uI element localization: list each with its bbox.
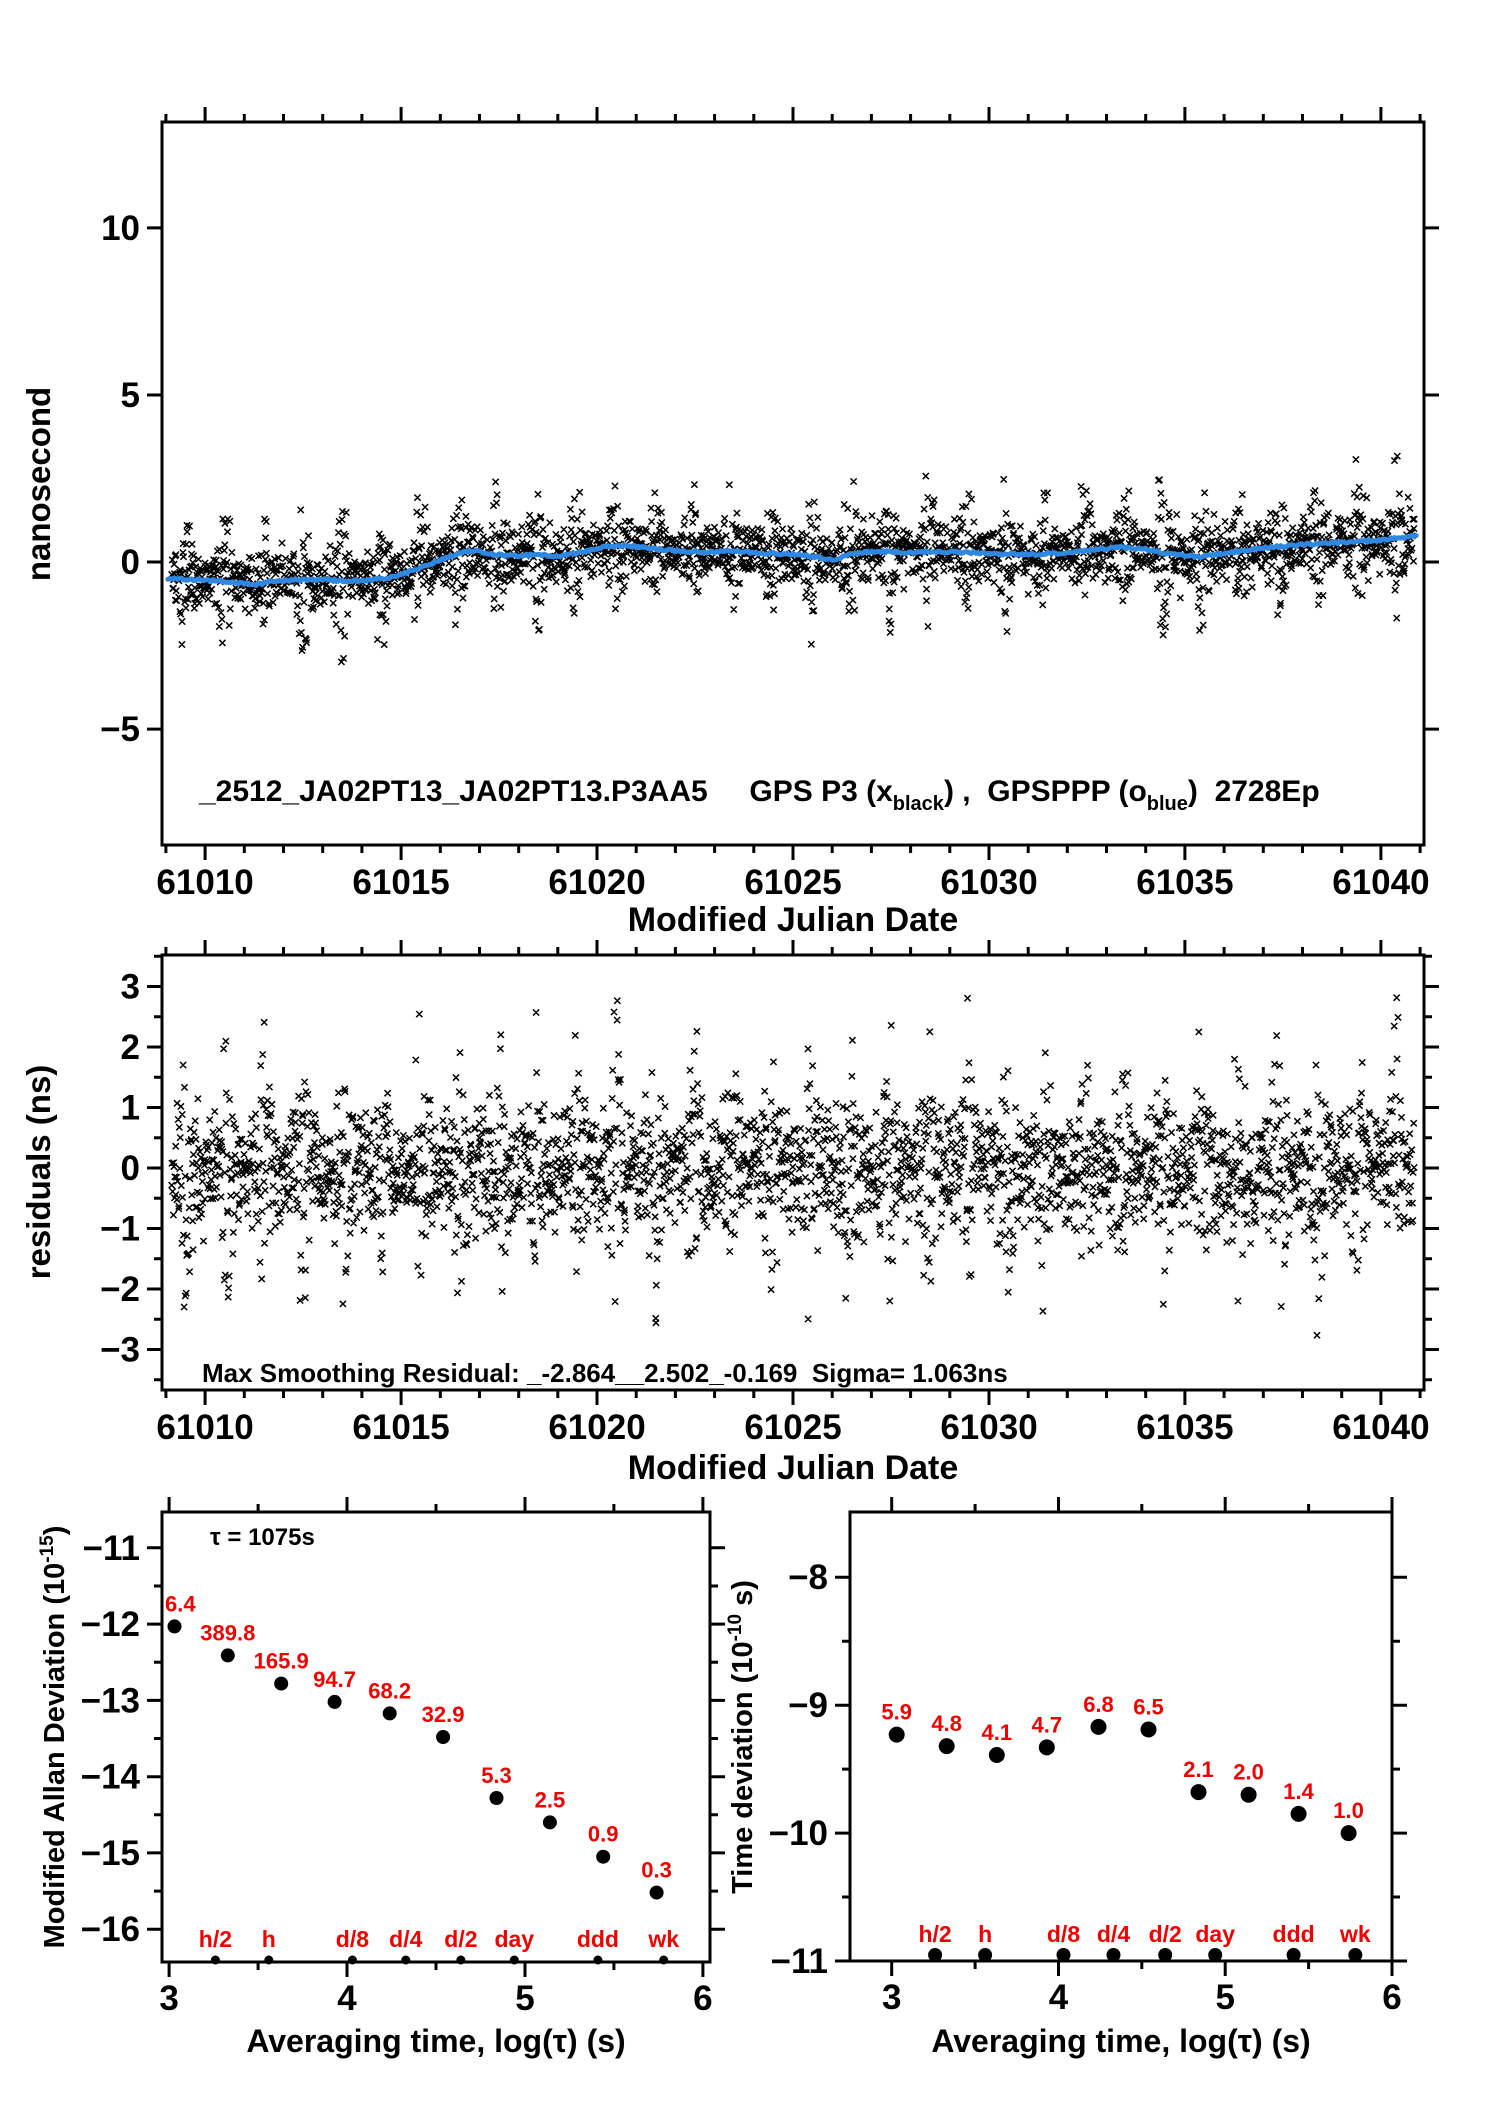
time-unit-label: h/2 bbox=[198, 1926, 233, 1952]
time-unit-mark bbox=[456, 1956, 465, 1965]
time-unit-mark bbox=[1348, 1948, 1362, 1962]
time-deviation-point-label: 2.1 bbox=[1183, 1757, 1214, 1783]
x-tick-label: 61025 bbox=[744, 863, 842, 902]
modified-allan-deviation-point-label: 0.9 bbox=[587, 1821, 619, 1847]
y-tick-label: −10 bbox=[768, 1814, 828, 1854]
x-tick-label: 61035 bbox=[1136, 863, 1234, 902]
time-series-y-label: nanosecond bbox=[20, 386, 57, 582]
x-tick-label: 61040 bbox=[1332, 863, 1430, 902]
modified-allan-deviation-point-label: 5.3 bbox=[481, 1763, 512, 1788]
modified-allan-deviation-point bbox=[490, 1791, 504, 1805]
time-deviation-point-label: 1.0 bbox=[1333, 1798, 1364, 1824]
time-series-x-label: Modified Julian Date bbox=[627, 901, 959, 939]
modified-allan-deviation-point-label: 6.4 bbox=[165, 1591, 196, 1617]
modified-allan-deviation-point bbox=[168, 1619, 182, 1633]
time-deviation-point-label: 6.5 bbox=[1133, 1694, 1164, 1720]
x-tick-label: 5 bbox=[515, 1979, 535, 2018]
y-tick-label: −16 bbox=[80, 1910, 140, 1950]
time-deviation-point-label: 1.4 bbox=[1283, 1778, 1314, 1804]
y-tick-label: −1 bbox=[100, 1209, 140, 1249]
time-unit-mark bbox=[1158, 1948, 1172, 1962]
time-unit-label: wk bbox=[648, 1926, 680, 1952]
mdev-y-label: Modified Allan Deviation $(10^{-15})$ bbox=[37, 1525, 71, 1949]
y-tick-label: 3 bbox=[120, 967, 140, 1007]
time-deviation-point bbox=[1039, 1739, 1055, 1755]
y-tick-label: −2 bbox=[100, 1270, 140, 1309]
time-deviation-point-label: 5.9 bbox=[881, 1699, 912, 1725]
y-tick-label: −11 bbox=[770, 1942, 828, 1981]
x-tick-label: 61025 bbox=[744, 1408, 842, 1447]
time-unit-label: d/2 bbox=[444, 1926, 478, 1952]
time-deviation-point bbox=[939, 1738, 955, 1754]
modified-allan-deviation-point bbox=[328, 1695, 342, 1709]
x-tick-label: 4 bbox=[1048, 1978, 1069, 2017]
x-tick-label: 61015 bbox=[352, 863, 450, 902]
time-deviation-point bbox=[989, 1747, 1005, 1763]
x-tick-label: 61010 bbox=[156, 863, 254, 902]
time-deviation-point-label: 4.7 bbox=[1031, 1712, 1063, 1738]
x-tick-label: 61020 bbox=[548, 863, 646, 902]
x-tick-label: 61040 bbox=[1332, 1408, 1430, 1447]
modified-allan-deviation-point-label: 165.9 bbox=[253, 1648, 309, 1674]
modified-allan-deviation-point bbox=[436, 1730, 450, 1744]
modified-allan-deviation-point bbox=[221, 1648, 235, 1662]
residuals-annotation: Max Smoothing Residual: _-2.864__2.502_-0.169 Sigma= 1.063ns bbox=[202, 1358, 1008, 1388]
time-deviation-point bbox=[889, 1727, 905, 1743]
time-unit-mark bbox=[401, 1956, 410, 1965]
time-deviation-point bbox=[1191, 1784, 1207, 1800]
residuals-y-label: residuals (ns) bbox=[20, 1064, 57, 1280]
time-unit-label: d/8 bbox=[335, 1926, 370, 1952]
time-unit-label: h bbox=[261, 1926, 276, 1952]
time-unit-mark bbox=[593, 1956, 602, 1965]
time-unit-label: d/2 bbox=[1148, 1921, 1182, 1947]
x-tick-label: 5 bbox=[1215, 1978, 1235, 2017]
y-tick-label: 0 bbox=[120, 543, 140, 582]
x-tick-label: 61035 bbox=[1136, 1408, 1234, 1447]
time-unit-mark bbox=[348, 1956, 357, 1965]
modified-allan-deviation-point-label: 94.7 bbox=[313, 1666, 357, 1692]
time-deviation-point bbox=[1241, 1787, 1257, 1803]
time-deviation-point-label: 4.1 bbox=[981, 1720, 1013, 1745]
y-tick-label: 2 bbox=[120, 1028, 140, 1067]
time-unit-label: d/8 bbox=[1046, 1921, 1081, 1947]
time-deviation-point-label: 6.8 bbox=[1083, 1691, 1114, 1717]
time-unit-label: d/4 bbox=[1096, 1921, 1131, 1947]
time-unit-label: day bbox=[1195, 1921, 1236, 1947]
modified-allan-deviation-point-label: 389.8 bbox=[200, 1620, 256, 1646]
x-tick-label: 4 bbox=[337, 1979, 357, 2018]
modified-allan-deviation-point-label: 0.3 bbox=[641, 1857, 672, 1883]
y-tick-label: −12 bbox=[80, 1605, 140, 1645]
x-tick-label: 61030 bbox=[940, 863, 1038, 902]
series-note: _2512_JA02PT13_JA02PT13.P3AA5 GPS P3 $(x_{black})$ , GPSPPP $(o_{blue})$ 2728Ep bbox=[199, 775, 1320, 815]
y-tick-label: 10 bbox=[101, 208, 140, 248]
time-deviation-point bbox=[1141, 1722, 1157, 1738]
time-deviation-point-label: 2.0 bbox=[1233, 1759, 1264, 1785]
time-unit-label: d/4 bbox=[389, 1926, 423, 1952]
x-tick-label: 61020 bbox=[548, 1408, 646, 1447]
y-tick-label: 5 bbox=[120, 376, 140, 415]
y-tick-label: −13 bbox=[80, 1681, 140, 1721]
residuals-x-label: Modified Julian Date bbox=[627, 1449, 959, 1487]
time-deviation-point bbox=[1091, 1719, 1107, 1735]
modified-allan-deviation-point-label: 32.9 bbox=[421, 1702, 465, 1727]
y-tick-label: −9 bbox=[788, 1686, 828, 1726]
x-tick-label: 61015 bbox=[352, 1408, 450, 1447]
x-tick-label: 6 bbox=[693, 1979, 713, 2018]
modified-allan-deviation-point bbox=[543, 1815, 557, 1829]
time-unit-mark bbox=[510, 1956, 519, 1965]
x-tick-label: 3 bbox=[881, 1978, 902, 2017]
y-tick-label: 0 bbox=[120, 1149, 140, 1188]
x-tick-label: 3 bbox=[159, 1979, 179, 2018]
time-unit-mark bbox=[928, 1948, 942, 1962]
time-unit-label: day bbox=[494, 1926, 535, 1952]
y-tick-label: −15 bbox=[80, 1833, 140, 1873]
time-unit-mark bbox=[1208, 1948, 1222, 1962]
time-unit-mark bbox=[211, 1956, 220, 1965]
modified-allan-deviation-point bbox=[596, 1850, 610, 1864]
time-unit-label: ddd bbox=[1272, 1921, 1315, 1947]
y-tick-label: −5 bbox=[100, 710, 140, 750]
time-deviation-point-label: 4.8 bbox=[931, 1711, 962, 1737]
tdev-y-label: Time deviation ($10^{-10}$ s) bbox=[725, 1580, 759, 1894]
time-unit-mark bbox=[1057, 1948, 1071, 1962]
time-unit-label: wk bbox=[1339, 1921, 1371, 1947]
time-unit-mark bbox=[659, 1956, 668, 1965]
time-unit-label: h/2 bbox=[918, 1921, 952, 1947]
y-tick-label: −3 bbox=[100, 1330, 140, 1370]
time-unit-mark bbox=[978, 1948, 992, 1962]
x-tick-label: 61010 bbox=[156, 1408, 254, 1447]
y-tick-label: −11 bbox=[82, 1528, 140, 1568]
x-tick-label: 6 bbox=[1382, 1978, 1402, 2017]
mdev-x-label: Averaging time, log(τ) (s) bbox=[246, 2023, 626, 2059]
time-deviation-point bbox=[1341, 1825, 1357, 1841]
modified-allan-deviation-point-label: 2.5 bbox=[534, 1787, 566, 1813]
tdev-x-label: Averaging time, log(τ) (s) bbox=[931, 2023, 1311, 2059]
time-unit-mark bbox=[264, 1956, 273, 1965]
modified-allan-deviation-point-label: 68.2 bbox=[368, 1678, 412, 1704]
time-unit-label: ddd bbox=[576, 1926, 619, 1952]
y-tick-label: −14 bbox=[80, 1757, 140, 1797]
x-tick-label: 61030 bbox=[940, 1408, 1038, 1447]
y-tick-label: 1 bbox=[120, 1088, 140, 1128]
modified-allan-deviation-point bbox=[383, 1706, 397, 1720]
time-unit-label: h bbox=[978, 1921, 993, 1947]
modified-allan-deviation-point bbox=[274, 1677, 288, 1691]
time-unit-mark bbox=[1107, 1948, 1121, 1962]
tau-note: τ = 1075s bbox=[210, 1524, 315, 1551]
time-unit-mark bbox=[1287, 1948, 1301, 1962]
time-deviation-point bbox=[1291, 1806, 1307, 1822]
y-tick-label: −8 bbox=[788, 1558, 828, 1598]
modified-allan-deviation-point bbox=[650, 1886, 664, 1900]
